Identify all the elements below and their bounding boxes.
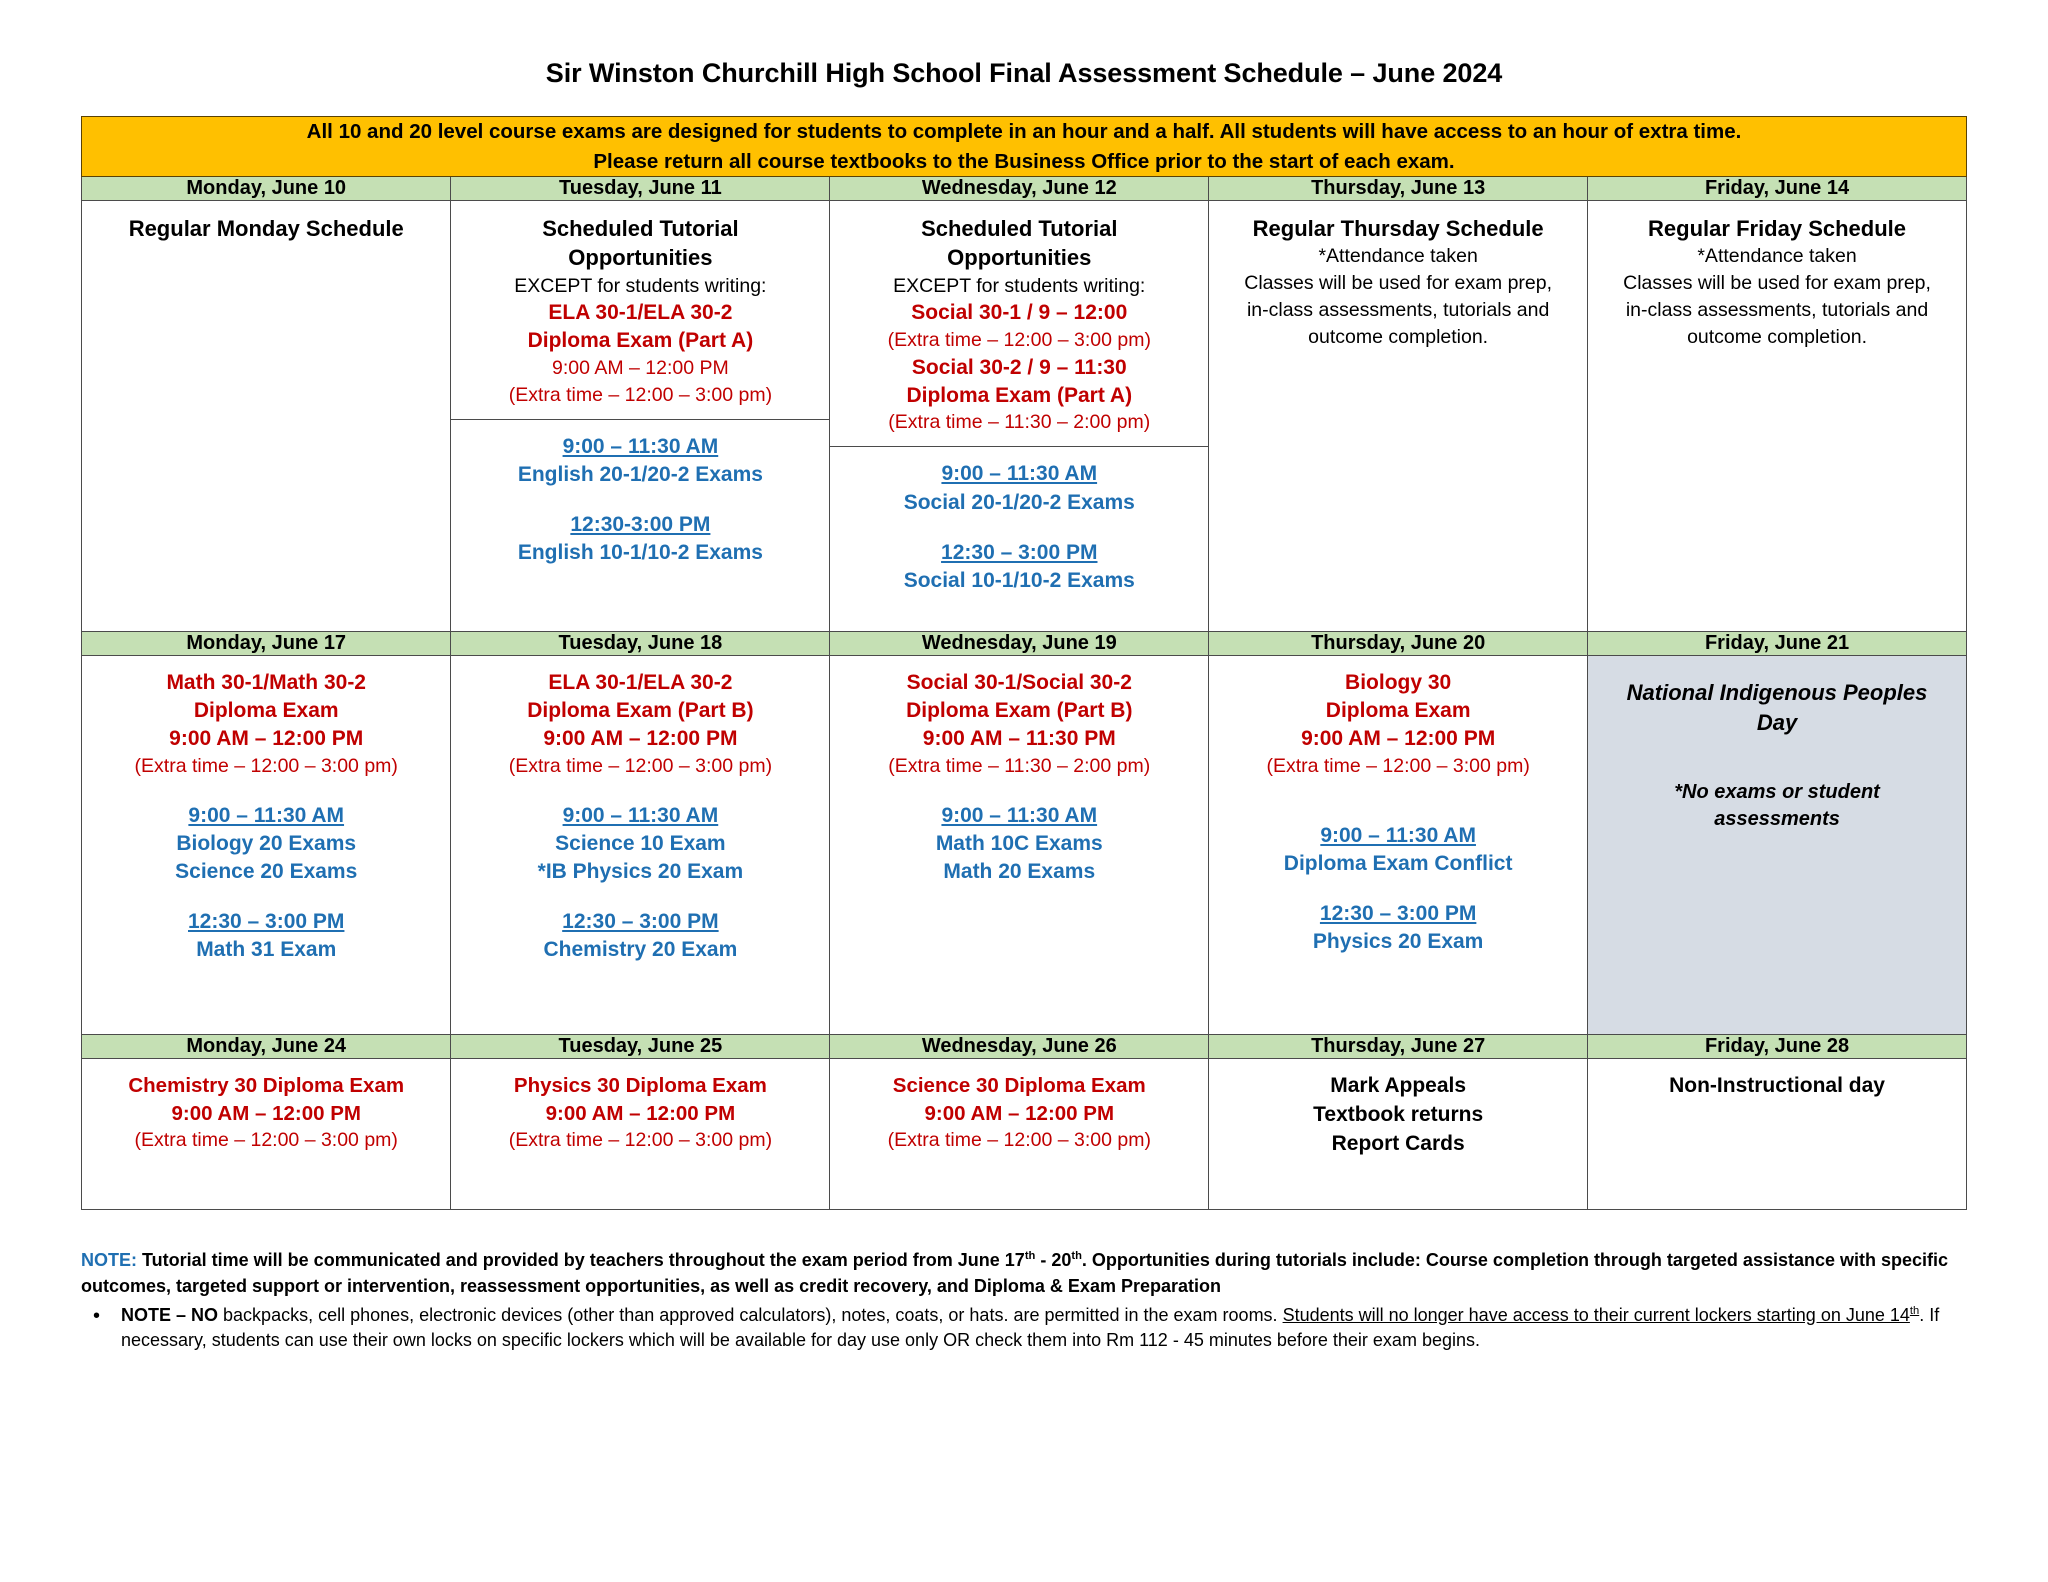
- spacer: [92, 886, 440, 908]
- exam-name-line-1: Social 30-1/Social 30-2: [906, 671, 1132, 695]
- day-header-friday-june-28: Friday, June 28: [1588, 1035, 1967, 1059]
- exam-time: 9:00 AM – 12:00 PM: [545, 1101, 736, 1125]
- banner-line-2: Please return all course textbooks to the Business Office prior to the start of each exam.: [593, 149, 1455, 173]
- note-2-emphasis: NO: [191, 1304, 219, 1325]
- spacer: [840, 517, 1198, 539]
- tutorial-heading-line-2: Opportunities: [568, 245, 713, 271]
- exam-name-line-1: Math 30-1/Math 30-2: [166, 671, 366, 695]
- classes-note-line-1: Classes will be used for exam prep,: [1623, 272, 1931, 295]
- holiday-note-line-2: assessments: [1714, 808, 1840, 831]
- exam-extra-time-1: (Extra time – 12:00 – 3:00 pm): [887, 329, 1151, 352]
- slot-1-time: 9:00 – 11:30 AM: [562, 803, 719, 827]
- exam-name-line-1: Social 30-1 / 9 – 12:00: [911, 301, 1128, 325]
- day-header-monday-june-17: Monday, June 17: [82, 632, 451, 656]
- cell-thursday-june-27: [1209, 1059, 1588, 1210]
- footer-note-2-row: [81, 1303, 1967, 1354]
- slot-2-exam: English 10-1/10-2 Exams: [517, 541, 763, 565]
- cell-friday-june-14: [1588, 201, 1967, 632]
- footer-notes: [81, 1248, 1967, 1353]
- slot-1-time: 9:00 – 11:30 AM: [1320, 823, 1476, 847]
- page-title: Sir Winston Churchill High School Final Assessment Schedule – June 2024: [545, 58, 1503, 88]
- slot-1-exam: Social 20-1/20-2 Exams: [903, 490, 1135, 514]
- monday-schedule-heading: Regular Monday Schedule: [128, 216, 404, 242]
- day-header-monday-june-10: Monday, June 10: [82, 177, 451, 201]
- exam-extra-time: (Extra time – 12:00 – 3:00 pm): [887, 1129, 1151, 1152]
- slot-1-exam-b: Science 20 Exams: [175, 859, 358, 883]
- exam-time: 9:00 AM – 12:00 PM: [552, 356, 729, 379]
- exam-name-line-1: Biology 30: [1345, 671, 1452, 695]
- cell-wednesday-june-19: [830, 656, 1209, 1035]
- classes-note-line-2: in-class assessments, tutorials and: [1625, 299, 1929, 322]
- classes-note-line-3: outcome completion.: [1308, 326, 1489, 349]
- spacer: [1219, 878, 1577, 900]
- tutorial-heading-line-2: Opportunities: [947, 245, 1092, 271]
- exam-name-line-2: Diploma Exam (Part A): [527, 329, 754, 353]
- exam-name-line-2: Social 30-2 / 9 – 11:30: [911, 356, 1127, 380]
- exam-extra-time: (Extra time – 12:00 – 3:00 pm): [508, 1129, 773, 1152]
- exam-name-line-2: Diploma Exam (Part B): [906, 699, 1133, 723]
- footer-note-1: [81, 1248, 1967, 1299]
- cell-thursday-june-13: [1209, 201, 1588, 632]
- slot-2-exam: Social 10-1/10-2 Exams: [903, 568, 1135, 592]
- slot-2-exam-a: Math 31 Exam: [196, 938, 337, 961]
- ordinal-suffix: th: [1071, 1250, 1082, 1263]
- day-header-wednesday-june-26: Wednesday, June 26: [830, 1035, 1209, 1059]
- slot-1-exam-b: *IB Physics 20 Exam: [537, 859, 744, 883]
- tutorial-except-note: EXCEPT for students writing:: [514, 274, 767, 297]
- slot-1-exam-a: Math 10C Exams: [935, 831, 1103, 855]
- day-header-tuesday-june-11: Tuesday, June 11: [451, 177, 830, 201]
- slot-1-exam-a: Biology 20 Exams: [176, 831, 357, 855]
- tutorial-heading-line-1: Scheduled Tutorial: [542, 216, 739, 242]
- attendance-note: *Attendance taken: [1318, 245, 1478, 268]
- spacer: [92, 780, 440, 802]
- exam-name-line-2: Diploma Exam: [193, 699, 339, 723]
- exam-name-line-2: Diploma Exam: [1325, 699, 1471, 723]
- day-header-friday-june-14: Friday, June 14: [1588, 177, 1967, 201]
- friday-schedule-heading: Regular Friday Schedule: [1648, 216, 1907, 242]
- cell-tuesday-june-18: [451, 656, 830, 1035]
- exam-time: 9:00 AM – 12:00 PM: [171, 1101, 361, 1125]
- slot-1-time: 9:00 – 11:30 AM: [188, 803, 345, 827]
- exam-time: 9:00 AM – 12:00 PM: [1301, 726, 1496, 750]
- spacer: [461, 780, 819, 802]
- slot-2-exam-a: Physics 20 Exam: [1312, 929, 1484, 953]
- note-2-dash: –: [171, 1304, 192, 1325]
- cell-wednesday-june-26: [830, 1059, 1209, 1210]
- slot-2-time: 12:30 – 3:00 PM: [1319, 901, 1477, 925]
- schedule-table: [81, 116, 1967, 1210]
- day-header-monday-june-24: Monday, June 24: [82, 1035, 451, 1059]
- activity-line-1: Mark Appeals: [1330, 1074, 1467, 1098]
- banner-line-1: All 10 and 20 level course exams are designed for students to complete in an hour and a half. All students will have access to an hour of extra time.: [306, 120, 1742, 143]
- exam-time: 9:00 AM – 12:00 PM: [924, 1101, 1115, 1125]
- spacer: [461, 886, 819, 908]
- week3-header-row: [82, 1035, 1967, 1059]
- note-1-text-part-1: Tutorial time will be communicated and provided by teachers throughout the exam period from June 17: [137, 1250, 1025, 1271]
- exam-extra-time-2: (Extra time – 11:30 – 2:00 pm): [888, 411, 1151, 434]
- spacer: [461, 489, 819, 511]
- note-label: NOTE:: [81, 1250, 137, 1271]
- week1-header-row: [82, 177, 1967, 201]
- info-banner: [82, 117, 1967, 177]
- exam-extra-time: (Extra time – 12:00 – 3:00 pm): [1266, 754, 1530, 777]
- slot-1-exam-a: Science 10 Exam: [555, 831, 726, 855]
- exam-name: Physics 30 Diploma Exam: [513, 1074, 767, 1098]
- ordinal-suffix: th: [1024, 1250, 1036, 1263]
- cell-friday-june-21: [1588, 656, 1967, 1035]
- classes-note-line-2: in-class assessments, tutorials and: [1246, 299, 1550, 322]
- exam-name-line-1: ELA 30-1/ELA 30-2: [548, 301, 733, 325]
- activity-line-2: Textbook returns: [1313, 1102, 1484, 1126]
- exam-time: 9:00 AM – 12:00 PM: [169, 726, 364, 750]
- cell-monday-june-10: [82, 201, 451, 632]
- cell-tuesday-june-25: [451, 1059, 830, 1210]
- slot-1-exam-a: Diploma Exam Conflict: [1283, 851, 1513, 875]
- exam-name-line-2: Diploma Exam (Part B): [527, 699, 754, 723]
- week2-header-row: [82, 632, 1967, 656]
- exam-name-line-3: Diploma Exam (Part A): [906, 383, 1133, 407]
- exam-name: Science 30 Diploma Exam: [892, 1074, 1146, 1098]
- slot-2-time: 12:30 – 3:00 PM: [941, 540, 1098, 564]
- exam-time: 9:00 AM – 12:00 PM: [543, 726, 738, 750]
- note-2-underlined: Students will no longer have access to their current lockers starting on June 14: [1282, 1304, 1910, 1325]
- exam-extra-time: (Extra time – 11:30 – 2:00 pm): [888, 754, 1151, 777]
- cell-friday-june-28: [1588, 1059, 1967, 1210]
- note-label: NOTE: [121, 1304, 172, 1325]
- day-header-wednesday-june-19: Wednesday, June 19: [830, 632, 1209, 656]
- exam-name-line-1: ELA 30-1/ELA 30-2: [548, 671, 733, 695]
- holiday-note-line-1: *No exams or student: [1674, 781, 1880, 804]
- ordinal-suffix: th: [1909, 1304, 1920, 1317]
- exam-name: Chemistry 30 Diploma Exam: [128, 1074, 405, 1098]
- bullet-icon: •: [93, 1304, 101, 1327]
- footer-note-2: [121, 1303, 1967, 1354]
- slot-1-exam: English 20-1/20-2 Exams: [517, 462, 763, 486]
- exam-extra-time: (Extra time – 12:00 – 3:00 pm): [508, 383, 773, 406]
- spacer: [1598, 737, 1956, 779]
- week1-content-row: [82, 201, 1967, 632]
- day-header-tuesday-june-18: Tuesday, June 18: [451, 632, 830, 656]
- day-header-tuesday-june-25: Tuesday, June 25: [451, 1035, 830, 1059]
- day-header-thursday-june-13: Thursday, June 13: [1209, 177, 1588, 201]
- week3-content-row: [82, 1059, 1967, 1210]
- exam-extra-time: (Extra time – 12:00 – 3:00 pm): [508, 754, 773, 777]
- note-1-text-part-2: - 20: [1035, 1250, 1072, 1271]
- cell-thursday-june-20: [1209, 656, 1588, 1035]
- slot-2-exam-a: Chemistry 20 Exam: [543, 938, 738, 961]
- classes-note-line-1: Classes will be used for exam prep,: [1244, 272, 1553, 295]
- slot-1-time: 9:00 – 11:30 AM: [941, 462, 1098, 486]
- spacer: [1219, 780, 1577, 822]
- note-2-body: backpacks, cell phones, electronic devices (other than approved calculators), notes, coats, or hats. are permitted in the exam rooms.: [218, 1304, 1283, 1325]
- slot-2-time: 12:30 – 3:00 PM: [562, 909, 719, 933]
- day-header-friday-june-21: Friday, June 21: [1588, 632, 1967, 656]
- cell-monday-june-24: [82, 1059, 451, 1210]
- classes-note-line-3: outcome completion.: [1687, 326, 1867, 349]
- tutorial-except-note: EXCEPT for students writing:: [893, 274, 1146, 297]
- cell-monday-june-17: [82, 656, 451, 1035]
- slot-2-time: 12:30 – 3:00 PM: [188, 909, 345, 933]
- note-1-text-part-3: . Opportunities during tutorials include: Course completion through targeted assistance with specific outcomes, targeted support or intervention, reassessment opportunities, as well as credit recovery, and Diploma & Exam Preparation: [81, 1250, 1949, 1296]
- thursday-schedule-heading: Regular Thursday Schedule: [1252, 216, 1544, 242]
- banner-row: [82, 117, 1967, 177]
- attendance-note: *Attendance taken: [1697, 245, 1857, 268]
- holiday-name-line-2: Day: [1756, 709, 1798, 735]
- exam-extra-time: (Extra time – 12:00 – 3:00 pm): [134, 1129, 398, 1152]
- spacer: [840, 780, 1198, 802]
- holiday-name-line-1: National Indigenous Peoples: [1626, 680, 1928, 706]
- slot-1-exam-b: Math 20 Exams: [943, 859, 1096, 883]
- exam-time: 9:00 AM – 11:30 PM: [922, 726, 1116, 750]
- cell-wednesday-june-12: [830, 201, 1209, 632]
- tutorial-heading-line-1: Scheduled Tutorial: [921, 216, 1118, 242]
- day-header-thursday-june-27: Thursday, June 27: [1209, 1035, 1588, 1059]
- slot-2-time: 12:30-3:00 PM: [570, 512, 711, 536]
- day-header-thursday-june-20: Thursday, June 20: [1209, 632, 1588, 656]
- slot-1-time: 9:00 – 11:30 AM: [562, 434, 719, 458]
- cell-tuesday-june-11: [451, 201, 830, 632]
- note-2-tail: . If necessary, students can use their own locks on specific lockers which will be available for day use only OR check them into Rm 112 - 45 minutes before their exam begins.: [121, 1304, 1940, 1351]
- activity-line-3: Report Cards: [1331, 1131, 1465, 1155]
- slot-1-time: 9:00 – 11:30 AM: [941, 803, 1098, 827]
- activity-line-1: Non-Instructional day: [1669, 1074, 1885, 1098]
- week2-content-row: [82, 656, 1967, 1035]
- exam-extra-time: (Extra time – 12:00 – 3:00 pm): [134, 754, 398, 777]
- day-header-wednesday-june-12: Wednesday, June 12: [830, 177, 1209, 201]
